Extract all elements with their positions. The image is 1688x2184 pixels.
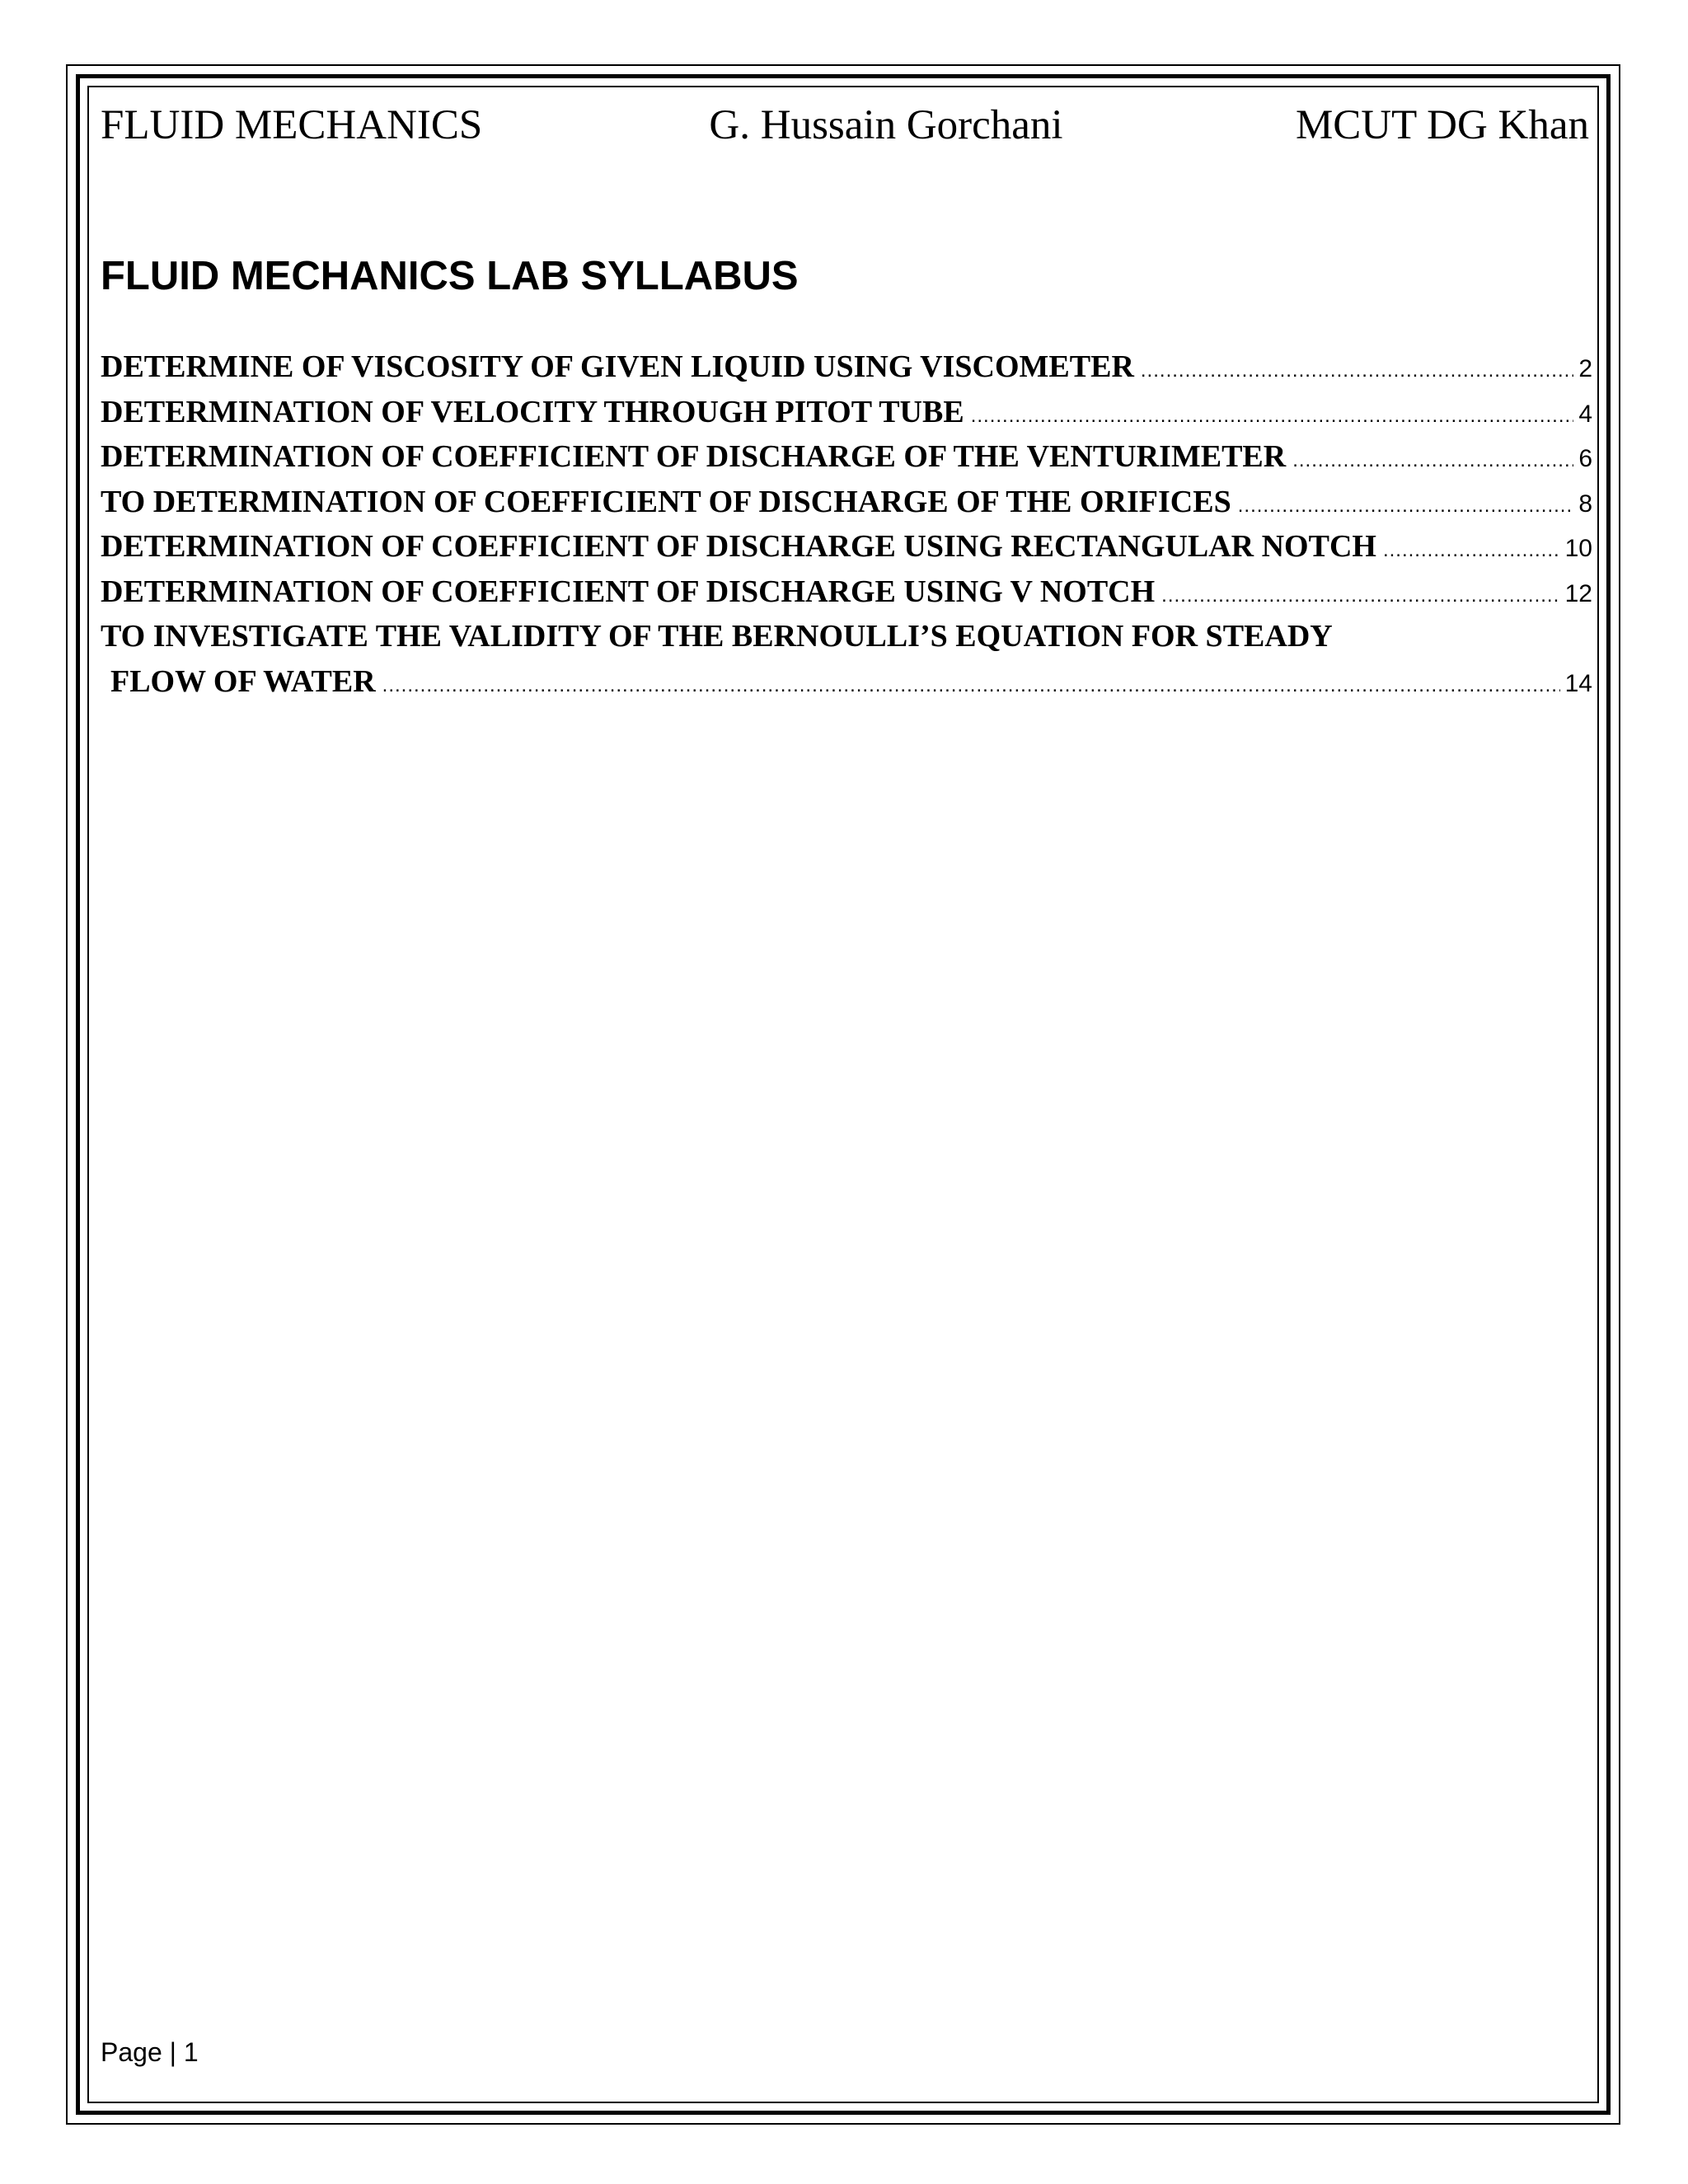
toc-entry-continuation[interactable] — [101, 659, 1592, 705]
toc-entry[interactable] — [101, 614, 1592, 659]
toc-entry-title: DETERMINE OF VISCOSITY OF GIVEN LIQUID USING VISCOMETER — [101, 349, 1134, 384]
page-footer — [101, 2036, 199, 2069]
toc-dot-leader — [1383, 528, 1560, 574]
toc-entry-title: FLOW OF WATER — [110, 663, 376, 699]
toc-dot-leader — [1161, 574, 1559, 619]
toc-entry[interactable] — [101, 524, 1592, 569]
page-title: FLUID MECHANICS LAB SYLLABUS — [101, 254, 799, 298]
toc-dot-leader — [382, 663, 1560, 709]
toc-entry[interactable] — [101, 390, 1592, 435]
page-number-label: Page | 1 — [101, 2037, 199, 2067]
toc-page-number: 12 — [1564, 579, 1592, 607]
toc-dot-leader — [971, 394, 1574, 439]
table-of-contents — [101, 344, 1592, 704]
toc-entry-title: DETERMINATION OF COEFFICIENT OF DISCHARGE OF THE VENTURIMETER — [101, 439, 1287, 474]
toc-entry[interactable] — [101, 569, 1592, 615]
header-institution: MCUT DG Khan — [1295, 102, 1589, 148]
toc-entry-title: DETERMINATION OF COEFFICIENT OF DISCHARGE USING RECTANGULAR NOTCH — [101, 529, 1376, 564]
toc-page-number: 2 — [1578, 355, 1592, 382]
toc-entry[interactable] — [101, 434, 1592, 480]
page-header — [101, 101, 1589, 150]
header-author: G. Hussain Gorchani — [709, 102, 1063, 148]
toc-dot-leader — [1292, 438, 1573, 484]
toc-page-number: 8 — [1578, 490, 1592, 518]
toc-dot-leader — [1238, 484, 1574, 529]
toc-entry-title: TO INVESTIGATE THE VALIDITY OF THE BERNOULLI’S EQUATION FOR STEADY — [101, 619, 1333, 654]
toc-entry[interactable] — [101, 344, 1592, 390]
toc-page-number: 6 — [1578, 445, 1592, 472]
toc-page-number: 10 — [1564, 535, 1592, 562]
toc-page-number: 4 — [1578, 400, 1592, 428]
toc-entry-title: TO DETERMINATION OF COEFFICIENT OF DISCHARGE OF THE ORIFICES — [101, 484, 1231, 519]
toc-entry[interactable] — [101, 480, 1592, 525]
toc-page-number: 14 — [1564, 669, 1592, 697]
toc-entry-title: DETERMINATION OF VELOCITY THROUGH PITOT TUBE — [101, 394, 964, 429]
toc-entry-title: DETERMINATION OF COEFFICIENT OF DISCHARGE USING V NOTCH — [101, 574, 1156, 609]
toc-dot-leader — [1141, 349, 1573, 394]
header-subject: FLUID MECHANICS — [101, 102, 483, 148]
